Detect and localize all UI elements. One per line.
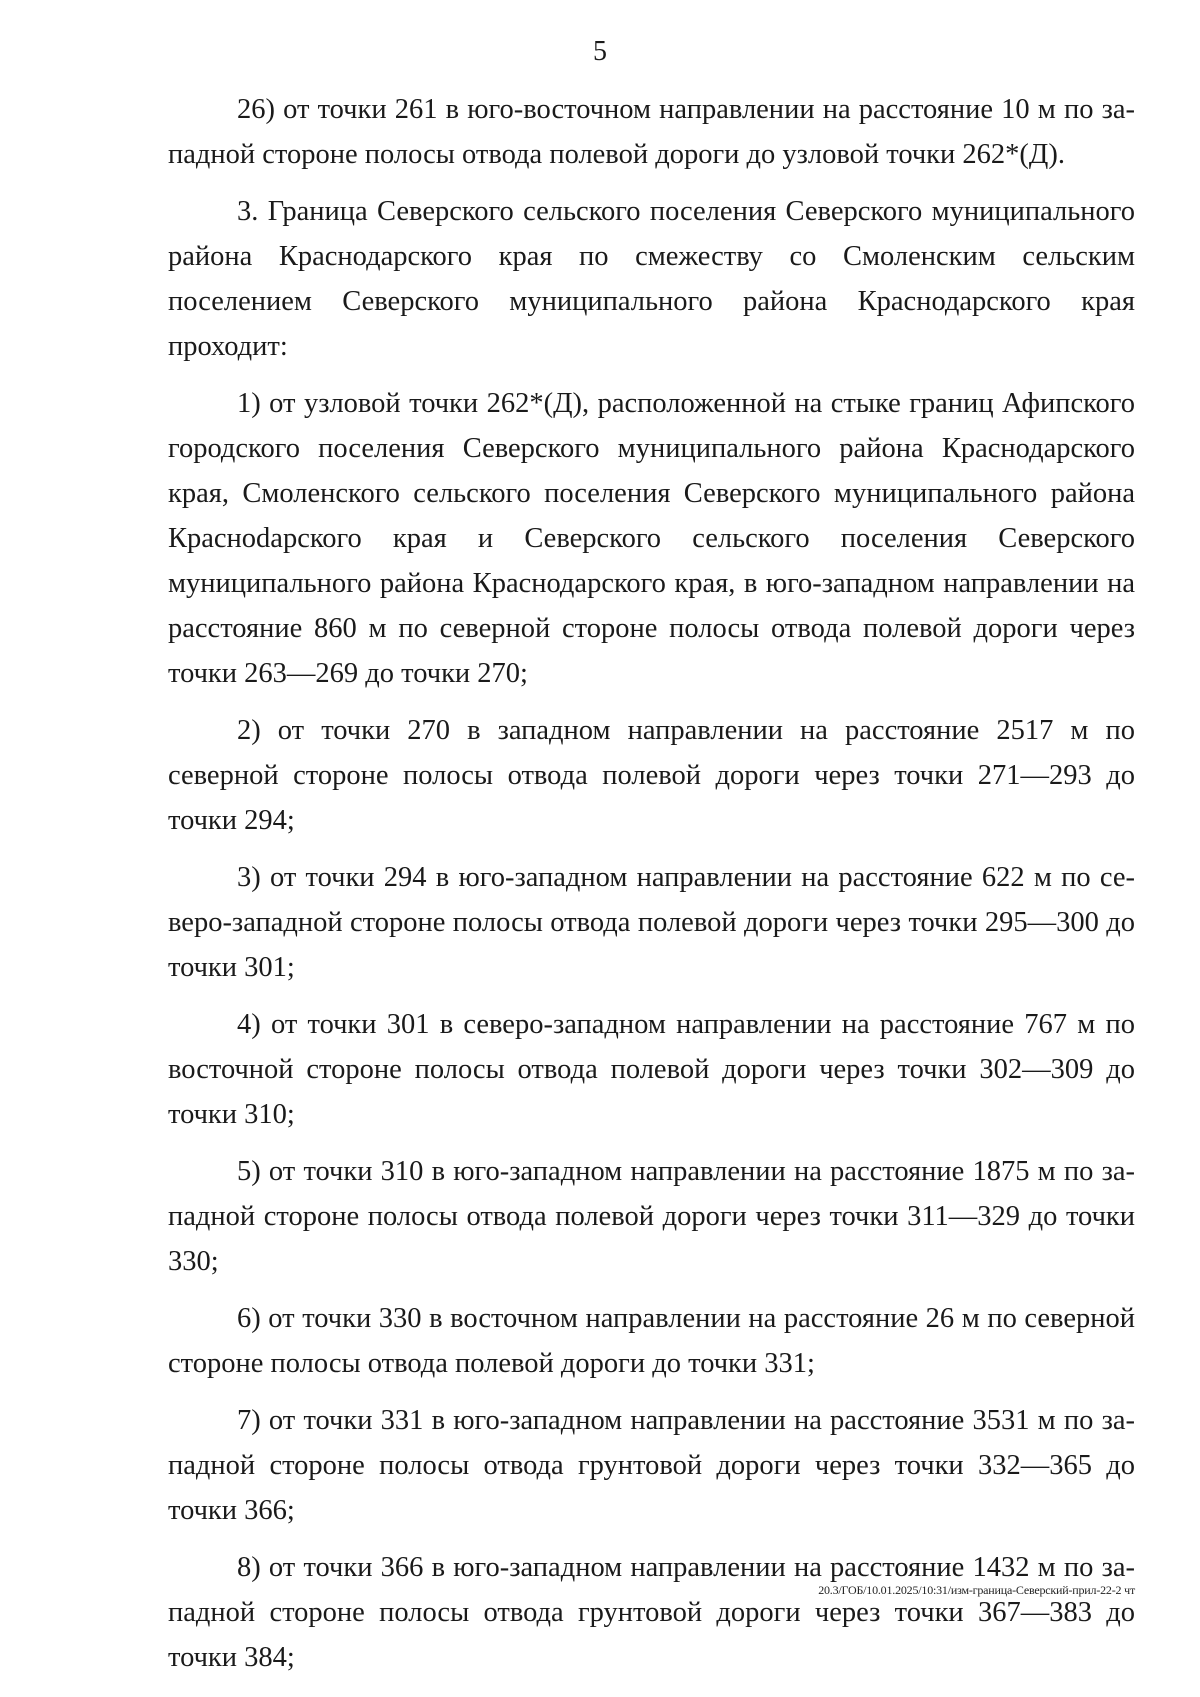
document-body — [168, 87, 1135, 1692]
paragraph-item-2: 2) от точки 270 в западном направлении на расстояние 2517 м по северной стороне полосы отвода полевой дороги через точки 271—293 до точки 294; — [168, 715, 1135, 836]
paragraph-item-1: 1) от узловой точки 262*(Д), расположенной на стыке границ Афипского городского поселения Северского муниципального района Краснодарского края, Смоленского сельского поселения Северского муниципального района Красноdарского края и Северского сельского поселения Северского муниципального района Краснодарского края, в юго-западном направлении на расстояние 860 м по северной стороне полосы отвода полевой дороги через точки 263—269 до точки 270; — [168, 388, 1135, 689]
page-number: 5 — [593, 36, 607, 67]
paragraph-item-7: 7) от точки 331 в юго-западном направлении на расстояние 3531 м по западной стороне полосы отвода грунтовой дороги через точки 332—365 до точки 366; — [168, 1405, 1135, 1526]
paragraph-section-3: 3. Граница Северского сельского поселения Северского муниципального района Краснодарского края по смежеству со Смоленским сельским поселением Северского муниципального района Краснодарского края проходит: — [168, 196, 1135, 362]
paragraph-26: 26) от точки 261 в юго-восточном направлении на расстояние 10 м по западной стороне полосы отвода полевой дороги до узловой точки 262*(Д). — [168, 94, 1135, 170]
paragraph-item-8: 8) от точки 366 в юго-западном направлении на расстояние 1432 м по западной стороне полосы отвода грунтовой дороги через точки 367—383 до точки 384; — [168, 1552, 1135, 1673]
paragraph-item-6: 6) от точки 330 в восточном направлении на расстояние 26 м по северной стороне полосы отвода полевой дороги до точки 331; — [168, 1303, 1135, 1379]
paragraph-item-4: 4) от точки 301 в северо-западном направлении на расстояние 767 м по восточной стороне полосы отвода полевой дороги через точки 302—309 до точки 310; — [168, 1009, 1135, 1130]
paragraph-item-5: 5) от точки 310 в юго-западном направлении на расстояние 1875 м по западной стороне полосы отвода полевой дороги через точки 311—329 до точки 330; — [168, 1156, 1135, 1277]
paragraph-item-3: 3) от точки 294 в юго-западном направлении на расстояние 622 м по северо-западной стороне полосы отвода полевой дороги через точки 295—300 до точки 301; — [168, 862, 1135, 983]
document-footer: 20.3/ГОБ/10.01.2025/10:31/изм-граница-Северский-прил-22-2 чт — [818, 1583, 1135, 1597]
